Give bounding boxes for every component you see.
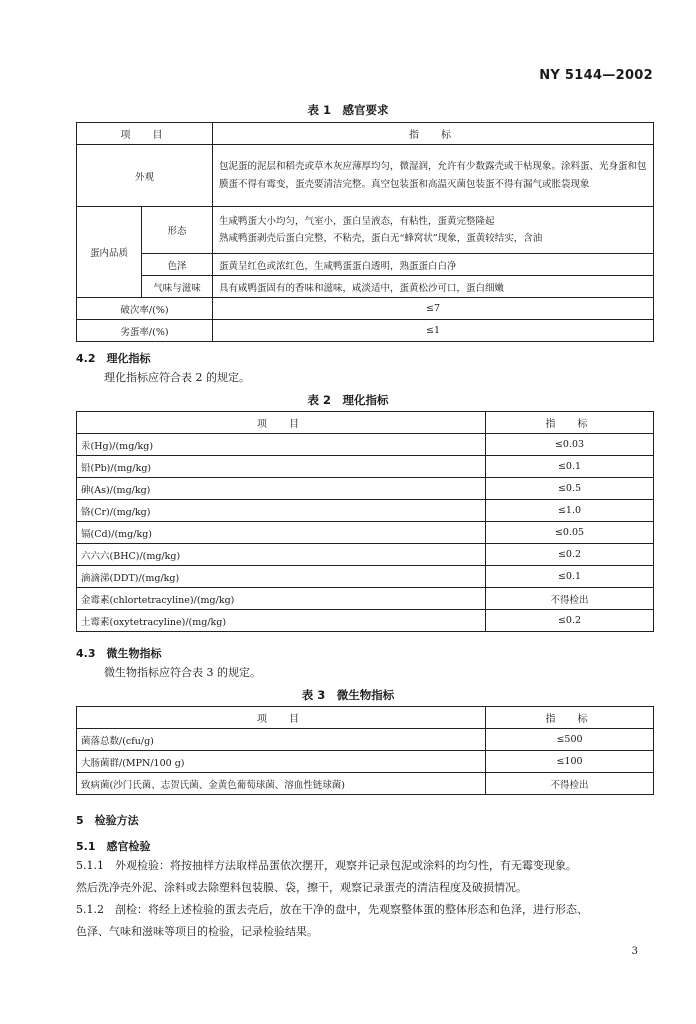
table2-row <box>77 588 654 610</box>
section-5-1-1-line1: 5.1.1 外观检验：将按抽样方法取样品蛋依次摆开，观察并记录包泥或涂料的均匀性，有无霉变现象。 <box>76 859 577 872</box>
table3-row <box>77 729 654 751</box>
table3-item-cell: 大肠菌群/(MPN/100 g) <box>77 751 486 773</box>
table3-row <box>77 773 654 795</box>
color-label: 色泽 <box>142 254 213 276</box>
sensory-table <box>76 122 654 342</box>
shape-text-cooked: 熟咸鸭蛋剥壳后蛋白完整，不粘壳，蛋白无“蜂窝状”现象，蛋黄较结实，含油 <box>219 233 543 244</box>
color-text: 蛋黄呈红色或浓红色，生咸鸭蛋蛋白透明，熟蛋蛋白白净 <box>213 254 654 276</box>
table2-value-cell: ≤0.2 <box>486 544 654 566</box>
section-4-3-heading: 4.3 微生物指标 <box>76 647 162 660</box>
appearance-text: 包泥蛋的泥层和稻壳或草木灰应薄厚均匀，微湿润，允许有少数露壳或干枯现象。涂料蛋、光身蛋和包膜蛋不得有霉变，蛋壳要清洁完整。真空包装蛋和高温灭菌包装蛋不得有漏气或胀袋现象 <box>213 145 654 207</box>
table2-row <box>77 522 654 544</box>
section-5-1-2-line1: 5.1.2 剖检：将经上述检验的蛋去壳后，放在干净的盘中，先观察整体蛋的整体形态和色泽，进行形态、 <box>76 903 588 916</box>
table2-item-cell: 滴滴涕(DDT)/(mg/kg) <box>77 566 486 588</box>
section-5-1-1 <box>76 855 660 899</box>
table2-item-cell: 汞(Hg)/(mg/kg) <box>77 434 486 456</box>
table3-value-cell: ≤500 <box>486 729 654 751</box>
section-4-3-text: 微生物指标应符合表 3 的规定。 <box>104 666 261 679</box>
table1-title: 表 1 感官要求 <box>307 103 389 117</box>
table2-item-cell: 铬(Cr)/(mg/kg) <box>77 500 486 522</box>
defect-rate-value: ≤7 <box>213 298 654 320</box>
table1-header-item: 项 目 <box>77 123 213 145</box>
section-4-2-text: 理化指标应符合表 2 的规定。 <box>104 371 250 384</box>
table3-row <box>77 751 654 773</box>
table3-value-cell: ≤100 <box>486 751 654 773</box>
odor-label: 气味与滋味 <box>142 276 213 298</box>
table2-value-cell: ≤1.0 <box>486 500 654 522</box>
table2-value-cell: ≤0.5 <box>486 478 654 500</box>
section-5-1-heading: 5.1 感官检验 <box>76 840 151 853</box>
bad-egg-rate-label: 劣蛋率/(%) <box>77 320 213 342</box>
table2-item-cell: 金霉素(chlortetracyline)/(mg/kg) <box>77 588 486 610</box>
table2-title: 表 2 理化指标 <box>307 393 389 407</box>
table2-value-cell: ≤0.05 <box>486 522 654 544</box>
table2-item-cell: 镉(Cd)/(mg/kg) <box>77 522 486 544</box>
table2-item-cell: 铅(Pb)/(mg/kg) <box>77 456 486 478</box>
table2-value-cell: 不得检出 <box>486 588 654 610</box>
table2-row <box>77 610 654 632</box>
table2-value-cell: ≤0.03 <box>486 434 654 456</box>
table1-header-index: 指 标 <box>213 123 654 145</box>
section-5-1-2-line2: 色泽、气味和滋味等项目的检验，记录检验结果。 <box>76 925 318 938</box>
section-5-1-2 <box>76 899 660 943</box>
table3-header-index: 指 标 <box>486 707 654 729</box>
table2-header-item: 项 目 <box>77 412 486 434</box>
table2-item-cell: 砷(As)/(mg/kg) <box>77 478 486 500</box>
defect-rate-label: 破次率/(%) <box>77 298 213 320</box>
physicochemical-table <box>76 411 654 632</box>
table2-row <box>77 544 654 566</box>
table2-row <box>77 478 654 500</box>
table3-item-cell: 菌落总数/(cfu/g) <box>77 729 486 751</box>
table2-value-cell: ≤0.1 <box>486 456 654 478</box>
table2-row <box>77 456 654 478</box>
section-5-heading: 5 检验方法 <box>76 814 139 827</box>
table2-value-cell: ≤0.1 <box>486 566 654 588</box>
table2-row <box>77 500 654 522</box>
section-4-2-heading: 4.2 理化指标 <box>76 352 151 365</box>
table2-value-cell: ≤0.2 <box>486 610 654 632</box>
table3-header-item: 项 目 <box>77 707 486 729</box>
table3-value-cell: 不得检出 <box>486 773 654 795</box>
microbial-table <box>76 706 654 795</box>
page-number: 3 <box>631 946 638 957</box>
table2-header-index: 指 标 <box>486 412 654 434</box>
section-5-1-1-line2: 然后洗净壳外泥、涂料或去除塑料包装膜、袋，擦干，观察记录蛋壳的清洁程度及破损情况。 <box>76 881 527 894</box>
shape-text <box>213 207 654 254</box>
appearance-label: 外观 <box>77 145 213 207</box>
quality-label: 蛋内品质 <box>77 207 142 298</box>
table3-item-cell: 致病菌(沙门氏菌、志贺氏菌、金黄色葡萄球菌、溶血性链球菌) <box>77 773 486 795</box>
table2-row <box>77 566 654 588</box>
bad-egg-rate-value: ≤1 <box>213 320 654 342</box>
table2-item-cell: 土霉素(oxytetracyline)/(mg/kg) <box>77 610 486 632</box>
standard-number: NY 5144—2002 <box>539 68 653 83</box>
odor-text: 具有咸鸭蛋固有的香味和滋味，咸淡适中，蛋黄松沙可口，蛋白细嫩 <box>213 276 654 298</box>
shape-text-raw: 生咸鸭蛋大小均匀，气室小，蛋白呈液态，有粘性，蛋黄完整隆起 <box>219 216 495 227</box>
shape-label: 形态 <box>142 207 213 254</box>
table3-title: 表 3 微生物指标 <box>301 688 395 702</box>
table2-item-cell: 六六六(BHC)/(mg/kg) <box>77 544 486 566</box>
table2-row <box>77 434 654 456</box>
